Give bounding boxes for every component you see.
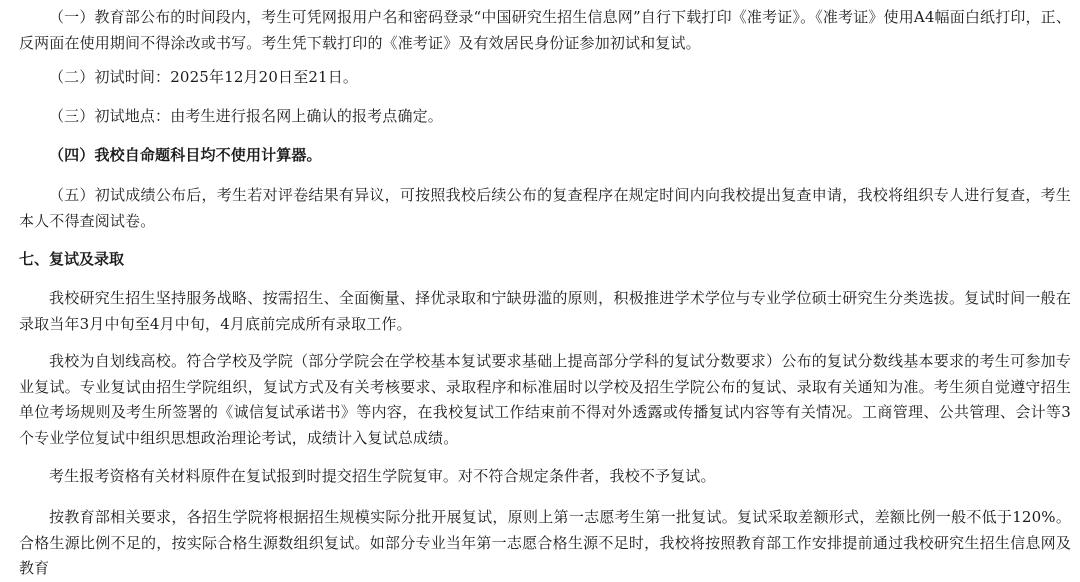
section-heading: 七、复试及录取 — [19, 250, 125, 268]
paragraph-qualification-review: 考生报考资格有关材料原件在复试报到时提交招生学院复审。对不符合规定条件者，我校不予复试。 — [49, 467, 716, 485]
paragraph-retest-requirements: 我校为自划线高校。符合学校及学院（部分学院会在学校基本复试要求基础上提高部分学科的复试分数要求）公布的复试分数线基本要求的考生可参加专业复试。专业复试由招生学院组织，复试方式及有关考核要求、录取程序和标准届时以学校及招生学院公布的复试、录取有关通知为准。考生须自觉遵守招生单位考场规则及考生所签署的《诚信复试承诺书》等内容，在我校复试工作结束前不得对外透露或传播复试内容等有关情况。工商管理、公共管理、会计等3个专业学位复试中组织思想政治理论考试，成绩计入复试总成绩。 — [19, 352, 1071, 447]
paragraph-admission-ticket: （一）教育部公布的时间段内，考生可凭网报用户名和密码登录“中国研究生招生信息网”自行下载打印《准考证》。《准考证》使用A4幅面白纸打印，正、反两面在使用期间不得涂改或书写。考生凭下载打印的《准考证》及有效居民身份证参加初试和复试。 — [19, 8, 1071, 52]
paragraph-score-review: （五）初试成绩公布后，考生若对评卷结果有异议，可按照我校后续公布的复查程序在规定时间内向我校提出复查申请，我校将组织专人进行复查，考生本人不得查阅试卷。 — [19, 186, 1071, 230]
paragraph-exam-time: （二）初试时间：2025年12月20日至21日。 — [49, 68, 359, 86]
paragraph-retest-principle: 我校研究生招生坚持服务战略、按需招生、全面衡量、择优录取和宁缺毋滥的原则，积极推进学术学位与专业学位硕士研究生分类选拔。复试时间一般在录取当年3月中旬至4月中旬，4月底前完成所有录取工作。 — [19, 289, 1071, 333]
paragraph-exam-location: （三）初试地点：由考生进行报名网上确认的报考点确定。 — [49, 107, 443, 125]
paragraph-retest-batches: 按教育部相关要求，各招生学院将根据招生规模实际分批开展复试，原则上第一志愿考生第一批复试。复试采取差额形式，差额比例一般不低于120%。合格生源比例不足的，按实际合格生源数组织复试。如部分专业当年第一志愿合格生源不足时，我校将按照教育部工作安排提前通过我校研究生招生信息网及教育 — [19, 508, 1071, 577]
paragraph-calculator-rule: （四）我校自命题科目均不使用计算器。 — [49, 146, 322, 164]
